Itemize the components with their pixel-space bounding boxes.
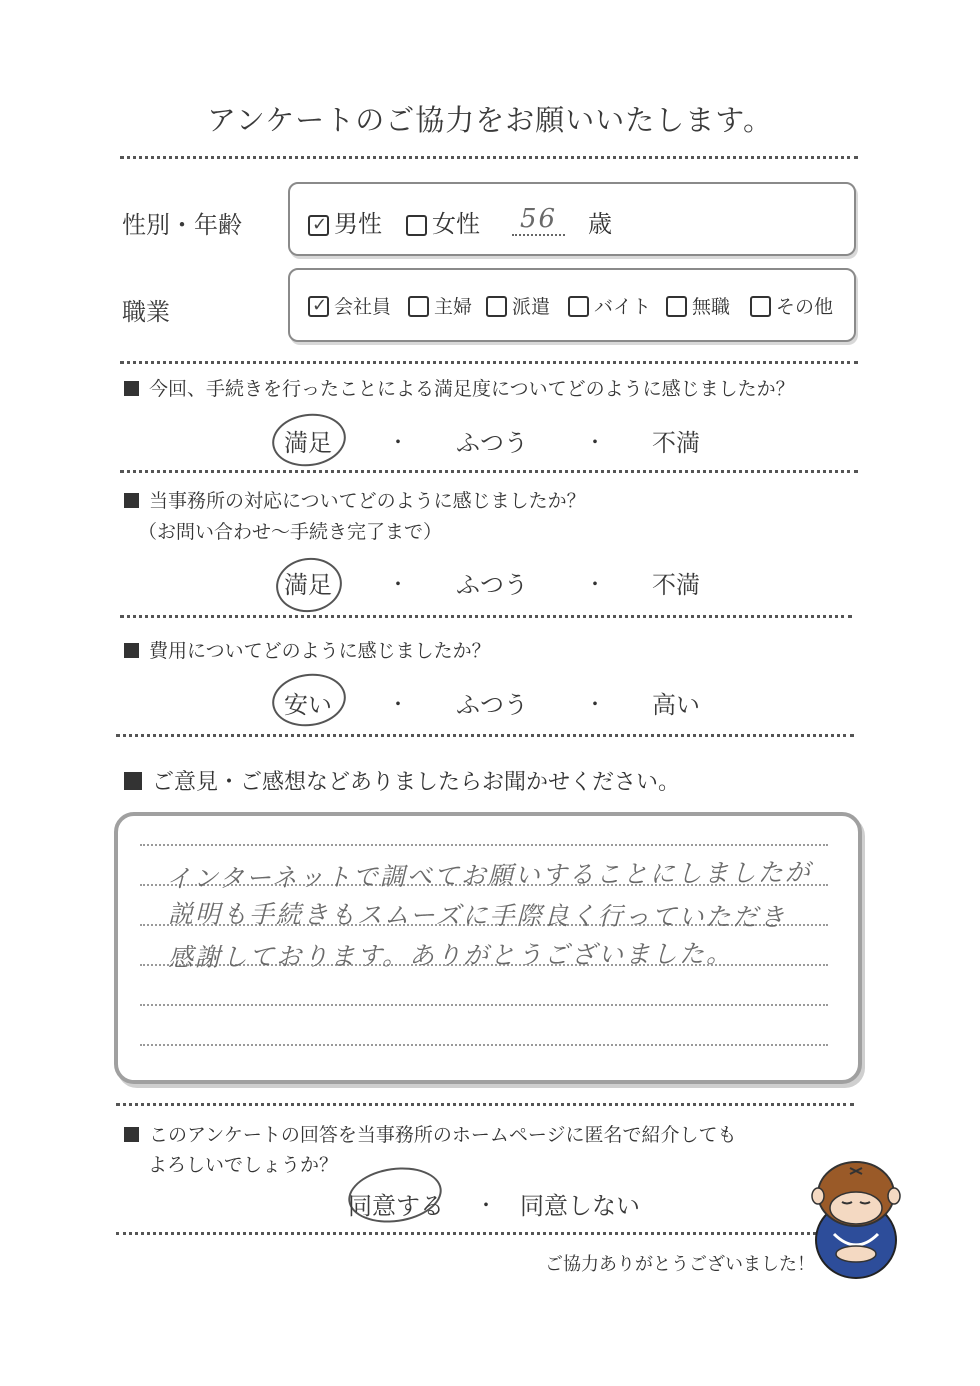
bowing-boy-icon <box>804 1156 908 1280</box>
occupation-option-other[interactable]: その他 <box>750 292 833 319</box>
q1-choice-satisfied[interactable]: 満足 <box>284 429 332 457</box>
checkbox-icon[interactable] <box>408 296 429 317</box>
divider <box>116 1103 854 1106</box>
q3-choice-expensive[interactable]: 高い <box>652 691 700 719</box>
divider <box>120 470 858 473</box>
ruled-line <box>140 1004 828 1006</box>
q3-choice-cheap[interactable]: 安い <box>284 691 332 719</box>
mascot-illustration <box>804 1156 908 1280</box>
divider <box>116 734 854 737</box>
consent-question-line2: よろしいでしょうか？ <box>148 1154 339 1176</box>
q3-choice-normal[interactable]: ふつう <box>456 691 528 719</box>
comments-heading: ご意見・ご感想などありましたらお聞かせください。 <box>124 765 680 796</box>
divider <box>116 1232 816 1235</box>
question-3: 費用についてどのように感じましたか？ <box>124 636 491 663</box>
divider <box>120 361 858 364</box>
occupation-option-unemployed[interactable]: 無職 <box>666 292 730 319</box>
page-title: アンケートのご協力をお願いいたします。 <box>207 103 773 137</box>
question-2: 当事務所の対応についてどのように感じましたか？ <box>124 486 586 513</box>
bullet-square-icon <box>124 643 139 658</box>
separator: ・ <box>388 572 408 596</box>
q2-choice-satisfied[interactable]: 満足 <box>284 571 332 599</box>
checkbox-checked-icon[interactable] <box>308 215 329 236</box>
occupation-option-company-employee[interactable]: ✓ 会社員 <box>308 292 391 319</box>
divider <box>120 615 852 618</box>
comment-line-1: インターネットで調べてお願いすることにしましたが <box>165 857 812 894</box>
age-unit: 歳 <box>588 210 612 238</box>
checkbox-icon[interactable] <box>406 215 427 236</box>
occupation-option-part-time[interactable]: バイト <box>568 292 651 319</box>
q2-choice-dissatisfied[interactable]: 不満 <box>652 571 700 599</box>
separator: ・ <box>388 692 408 716</box>
separator: ・ <box>585 692 605 716</box>
separator: ・ <box>388 430 408 454</box>
checkbox-icon[interactable] <box>666 296 687 317</box>
occupation-option-temp-staff[interactable]: 派遣 <box>486 292 550 319</box>
divider <box>120 156 858 159</box>
separator: ・ <box>476 1193 496 1217</box>
q2-choice-normal[interactable]: ふつう <box>456 571 528 599</box>
bullet-square-icon <box>124 493 139 508</box>
comment-line-3: 感謝しております。ありがとうございました。 <box>167 939 734 972</box>
consent-choice-disagree[interactable]: 同意しない <box>520 1192 640 1220</box>
occupation-option-housewife[interactable]: 主婦 <box>408 292 472 319</box>
question-1: 今回、手続きを行ったことによる満足度についてどのように感じましたか？ <box>124 374 795 401</box>
checkbox-checked-icon[interactable] <box>308 296 329 317</box>
checkbox-icon[interactable] <box>568 296 589 317</box>
consent-question: このアンケートの回答を当事務所のホームページに匿名で紹介しても <box>124 1120 736 1147</box>
separator: ・ <box>585 572 605 596</box>
q1-choice-dissatisfied[interactable]: 不満 <box>652 429 700 457</box>
consent-choice-agree[interactable]: 同意する <box>348 1192 444 1220</box>
checkbox-icon[interactable] <box>750 296 771 317</box>
gender-option-female[interactable]: 女性 <box>406 204 480 239</box>
gender-age-box <box>288 182 856 256</box>
ruled-line <box>140 1044 828 1046</box>
bullet-square-icon <box>124 381 139 396</box>
bullet-square-icon <box>124 1127 139 1142</box>
occupation-box <box>288 268 856 342</box>
comment-line-2: 説明も手続きもスムーズに手際良く行っていただき <box>167 899 787 932</box>
question-2-subtext: （お問い合わせ～手続き完了まで） <box>138 521 443 543</box>
thanks-message: ご協力ありがとうございました！ <box>545 1254 815 1275</box>
checkbox-icon[interactable] <box>486 296 507 317</box>
separator: ・ <box>585 430 605 454</box>
ruled-line <box>140 844 828 846</box>
q1-choice-normal[interactable]: ふつう <box>456 429 528 457</box>
age-value[interactable]: 56 <box>512 204 565 236</box>
occupation-label: 職業 <box>122 298 170 326</box>
gender-option-male[interactable]: ✓ 男性 <box>308 204 382 239</box>
bullet-square-icon <box>124 772 142 790</box>
gender-age-label: 性別・年齢 <box>122 211 242 239</box>
